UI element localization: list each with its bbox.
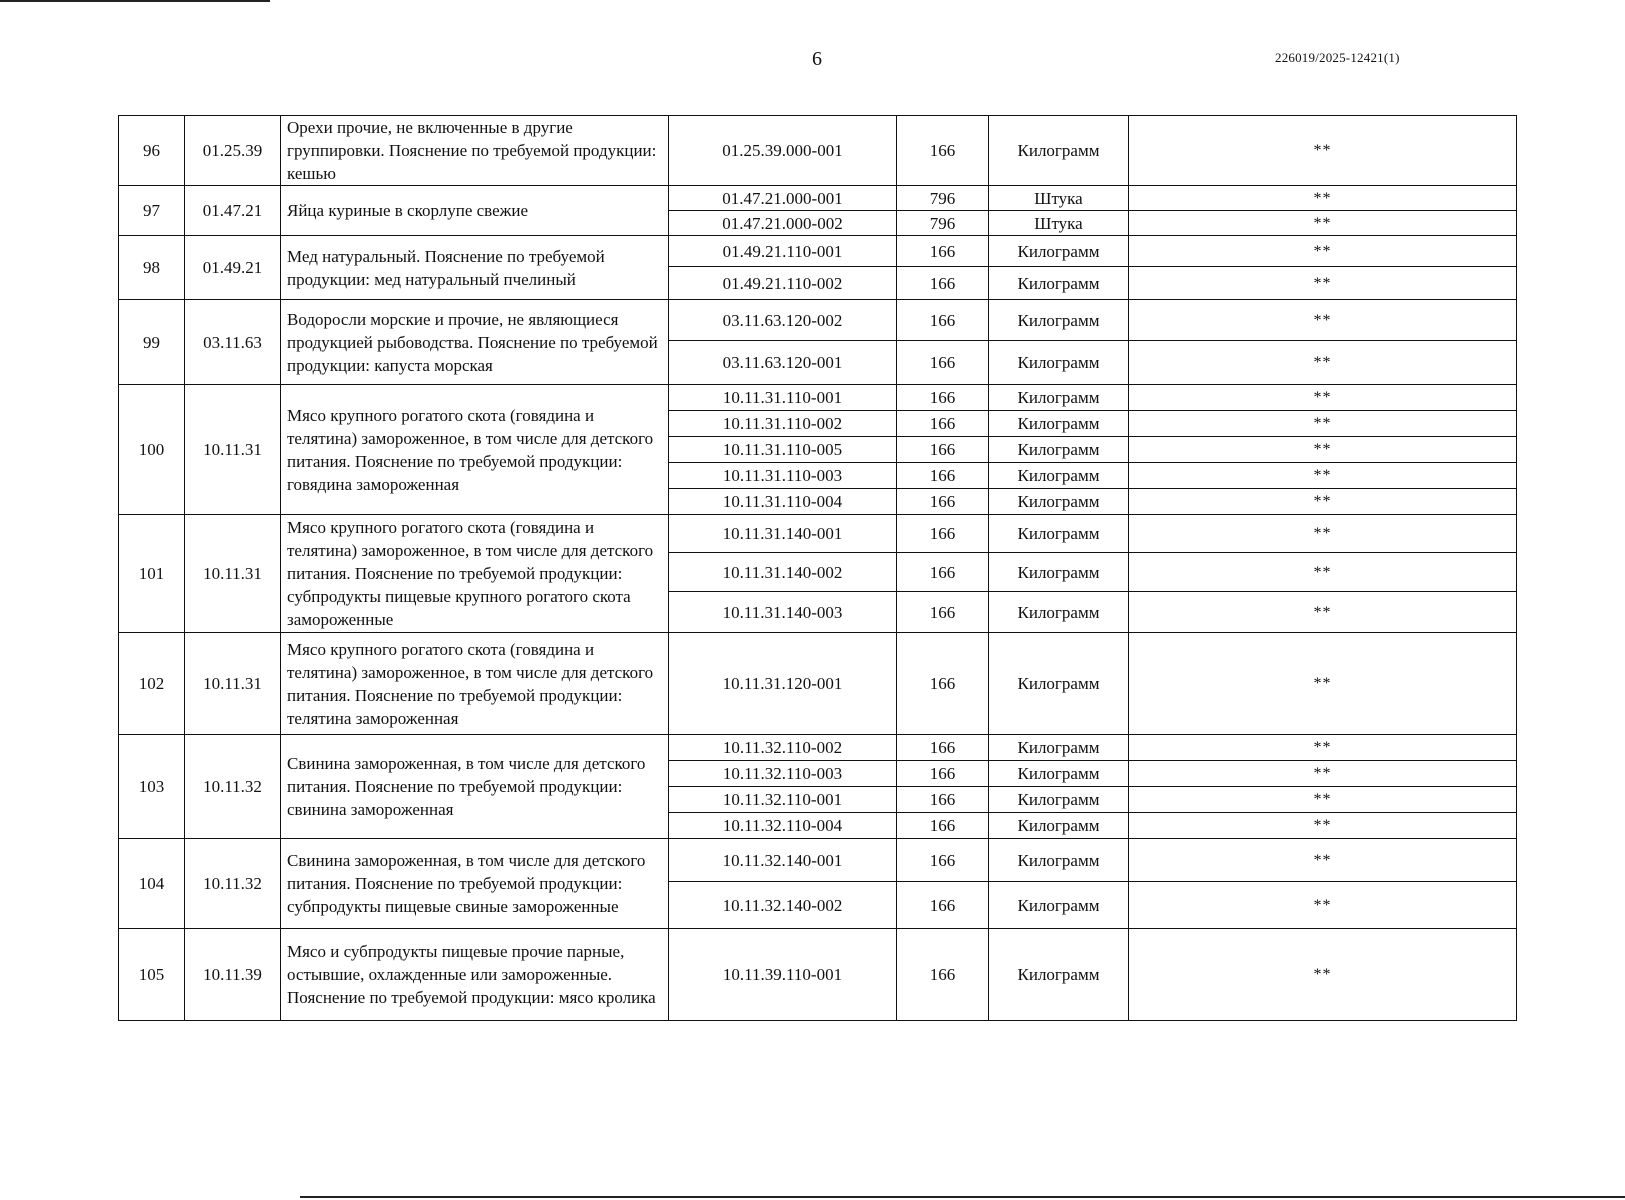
ktru-code: 01.49.21.110-002 <box>669 267 897 300</box>
unit-name: Килограмм <box>989 489 1129 515</box>
mark-cell: ** <box>1129 929 1517 1021</box>
product-description: Яйца куриные в скорлупе свежие <box>281 186 669 236</box>
ktru-code: 10.11.31.110-001 <box>669 385 897 411</box>
unit-name: Килограмм <box>989 463 1129 489</box>
table-row <box>119 186 1517 211</box>
okei-code: 166 <box>897 633 989 735</box>
mark-cell: ** <box>1129 211 1517 236</box>
table-row <box>119 116 1517 186</box>
mark-cell: ** <box>1129 633 1517 735</box>
okei-code: 166 <box>897 592 989 633</box>
mark-cell: ** <box>1129 813 1517 839</box>
table-row <box>119 300 1517 341</box>
row-number: 102 <box>119 633 185 735</box>
okpd-code: 10.11.32 <box>185 735 281 839</box>
unit-name: Килограмм <box>989 300 1129 341</box>
product-description: Мясо крупного рогатого скота (говядина и телятина) замороженное, в том числе для детского питания. Пояснение по требуемой продукции: субпродукты пищевые крупного рогатого скота замороженные <box>281 515 669 633</box>
okpd-code: 03.11.63 <box>185 300 281 385</box>
ktru-code: 10.11.31.120-001 <box>669 633 897 735</box>
okei-code: 796 <box>897 211 989 236</box>
ktru-code: 10.11.32.110-001 <box>669 787 897 813</box>
ktru-code: 10.11.31.110-004 <box>669 489 897 515</box>
unit-name: Килограмм <box>989 553 1129 592</box>
mark-cell: ** <box>1129 411 1517 437</box>
mark-cell: ** <box>1129 553 1517 592</box>
ktru-code: 10.11.39.110-001 <box>669 929 897 1021</box>
ktru-code: 01.49.21.110-001 <box>669 236 897 267</box>
unit-name: Килограмм <box>989 787 1129 813</box>
table-row <box>119 385 1517 411</box>
product-description: Водоросли морские и прочие, не являющиеся продукцией рыбоводства. Пояснение по требуемой продукции: капуста морская <box>281 300 669 385</box>
okei-code: 166 <box>897 385 989 411</box>
unit-name: Килограмм <box>989 267 1129 300</box>
okei-code: 166 <box>897 411 989 437</box>
row-number: 103 <box>119 735 185 839</box>
okpd-code: 10.11.31 <box>185 633 281 735</box>
ktru-code: 10.11.32.110-003 <box>669 761 897 787</box>
unit-name: Килограмм <box>989 735 1129 761</box>
table-row <box>119 633 1517 735</box>
product-description: Мясо крупного рогатого скота (говядина и телятина) замороженное, в том числе для детского питания. Пояснение по требуемой продукции: говядина замороженная <box>281 385 669 515</box>
table-row <box>119 735 1517 761</box>
unit-name: Килограмм <box>989 882 1129 929</box>
unit-name: Килограмм <box>989 633 1129 735</box>
okpd-code: 01.25.39 <box>185 116 281 186</box>
okei-code: 166 <box>897 929 989 1021</box>
mark-cell: ** <box>1129 300 1517 341</box>
okei-code: 166 <box>897 839 989 882</box>
ktru-code: 03.11.63.120-001 <box>669 341 897 385</box>
table-row <box>119 515 1517 553</box>
okei-code: 166 <box>897 437 989 463</box>
okpd-code: 10.11.39 <box>185 929 281 1021</box>
unit-name: Килограмм <box>989 236 1129 267</box>
page-number: 6 <box>812 48 822 70</box>
row-number: 100 <box>119 385 185 515</box>
row-number: 99 <box>119 300 185 385</box>
okei-code: 166 <box>897 341 989 385</box>
mark-cell: ** <box>1129 489 1517 515</box>
table-row <box>119 236 1517 267</box>
unit-name: Килограмм <box>989 411 1129 437</box>
ktru-code: 01.47.21.000-001 <box>669 186 897 211</box>
table-row <box>119 839 1517 882</box>
row-number: 98 <box>119 236 185 300</box>
okei-code: 166 <box>897 553 989 592</box>
okpd-code: 10.11.31 <box>185 515 281 633</box>
mark-cell: ** <box>1129 735 1517 761</box>
unit-name: Килограмм <box>989 761 1129 787</box>
row-number: 105 <box>119 929 185 1021</box>
okpd-code: 01.47.21 <box>185 186 281 236</box>
row-number: 96 <box>119 116 185 186</box>
ktru-code: 10.11.32.140-002 <box>669 882 897 929</box>
product-description: Мясо крупного рогатого скота (говядина и телятина) замороженное, в том числе для детского питания. Пояснение по требуемой продукции: телятина замороженная <box>281 633 669 735</box>
mark-cell: ** <box>1129 787 1517 813</box>
mark-cell: ** <box>1129 116 1517 186</box>
unit-name: Килограмм <box>989 592 1129 633</box>
ktru-code: 10.11.32.110-002 <box>669 735 897 761</box>
unit-name: Килограмм <box>989 116 1129 186</box>
mark-cell: ** <box>1129 236 1517 267</box>
ktru-code: 01.25.39.000-001 <box>669 116 897 186</box>
okei-code: 166 <box>897 787 989 813</box>
ktru-code: 10.11.32.140-001 <box>669 839 897 882</box>
table-row <box>119 929 1517 1021</box>
product-description: Орехи прочие, не включенные в другие группировки. Пояснение по требуемой продукции: кешью <box>281 116 669 186</box>
mark-cell: ** <box>1129 341 1517 385</box>
ktru-code: 03.11.63.120-002 <box>669 300 897 341</box>
unit-name: Килограмм <box>989 813 1129 839</box>
okpd-code: 10.11.32 <box>185 839 281 929</box>
unit-name: Штука <box>989 211 1129 236</box>
mark-cell: ** <box>1129 385 1517 411</box>
ktru-code: 10.11.31.110-002 <box>669 411 897 437</box>
ktru-code: 10.11.31.140-003 <box>669 592 897 633</box>
okei-code: 796 <box>897 186 989 211</box>
ktru-code: 10.11.32.110-004 <box>669 813 897 839</box>
product-description: Мясо и субпродукты пищевые прочие парные, остывшие, охлажденные или замороженные. Пояснение по требуемой продукции: мясо кролика <box>281 929 669 1021</box>
okei-code: 166 <box>897 267 989 300</box>
unit-name: Штука <box>989 186 1129 211</box>
okpd-code: 01.49.21 <box>185 236 281 300</box>
product-description: Свинина замороженная, в том числе для детского питания. Пояснение по требуемой продукции: свинина замороженная <box>281 735 669 839</box>
okei-code: 166 <box>897 515 989 553</box>
ktru-code: 10.11.31.140-002 <box>669 553 897 592</box>
unit-name: Килограмм <box>989 341 1129 385</box>
bottom-rule <box>300 1196 1625 1198</box>
ktru-code: 10.11.31.110-005 <box>669 437 897 463</box>
unit-name: Килограмм <box>989 385 1129 411</box>
unit-name: Килограмм <box>989 929 1129 1021</box>
mark-cell: ** <box>1129 186 1517 211</box>
unit-name: Килограмм <box>989 515 1129 553</box>
okei-code: 166 <box>897 463 989 489</box>
products-table <box>118 115 1517 1021</box>
row-number: 104 <box>119 839 185 929</box>
okei-code: 166 <box>897 882 989 929</box>
product-description: Мед натуральный. Пояснение по требуемой продукции: мед натуральный пчелиный <box>281 236 669 300</box>
okei-code: 166 <box>897 813 989 839</box>
okpd-code: 10.11.31 <box>185 385 281 515</box>
mark-cell: ** <box>1129 592 1517 633</box>
top-rule <box>0 0 270 2</box>
ktru-code: 10.11.31.110-003 <box>669 463 897 489</box>
okei-code: 166 <box>897 761 989 787</box>
okei-code: 166 <box>897 300 989 341</box>
okei-code: 166 <box>897 489 989 515</box>
okei-code: 166 <box>897 116 989 186</box>
mark-cell: ** <box>1129 267 1517 300</box>
mark-cell: ** <box>1129 463 1517 489</box>
ktru-code: 10.11.31.140-001 <box>669 515 897 553</box>
okei-code: 166 <box>897 236 989 267</box>
unit-name: Килограмм <box>989 839 1129 882</box>
mark-cell: ** <box>1129 437 1517 463</box>
mark-cell: ** <box>1129 515 1517 553</box>
mark-cell: ** <box>1129 882 1517 929</box>
document-id: 226019/2025-12421(1) <box>1275 50 1400 65</box>
mark-cell: ** <box>1129 761 1517 787</box>
mark-cell: ** <box>1129 839 1517 882</box>
product-description: Свинина замороженная, в том числе для детского питания. Пояснение по требуемой продукции: субпродукты пищевые свиные замороженные <box>281 839 669 929</box>
ktru-code: 01.47.21.000-002 <box>669 211 897 236</box>
row-number: 101 <box>119 515 185 633</box>
row-number: 97 <box>119 186 185 236</box>
okei-code: 166 <box>897 735 989 761</box>
unit-name: Килограмм <box>989 437 1129 463</box>
